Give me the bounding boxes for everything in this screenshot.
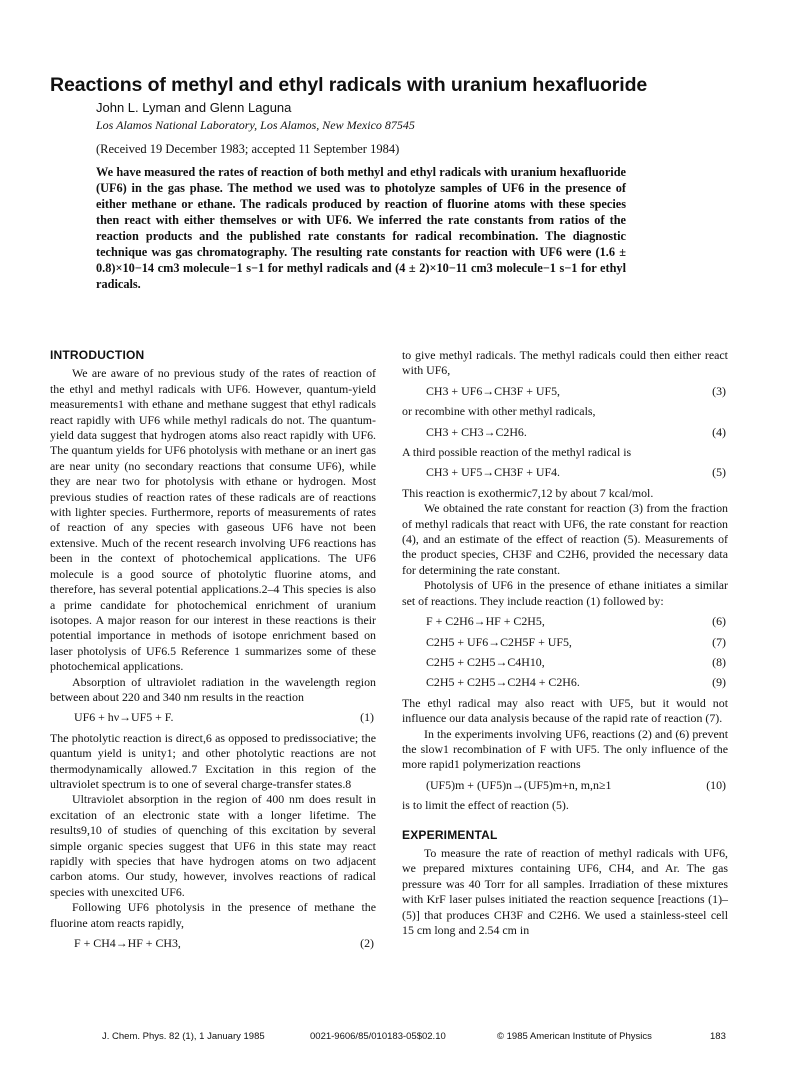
paragraph: In the experiments involving UF6, reactions (2) and (6) prevent the slow1 recombination of F with UF5. The only influence of the more rapid1 polymerization reactions	[402, 726, 728, 772]
paragraph: to give methyl radicals. The methyl radicals could then either react with UF6,	[402, 348, 728, 378]
section-heading-experimental: EXPERIMENTAL	[402, 827, 498, 842]
paragraph: Ultraviolet absorption in the region of 400 nm does result in excitation of an electronic state with a longer lifetime. The results9,10 of studies of quenching of this excitation by several simple organic species suggest that UF6 in this state may react rapidly with species that have hydrogen atoms on two adjacent carbon atoms. Our study, however, involves reactions of radical species with unexcited UF6.	[50, 792, 376, 899]
received-dates: (Received 19 December 1983; accepted 11 September 1984)	[96, 142, 400, 156]
paragraph: Photolysis of UF6 in the presence of ethane initiates a similar set of reactions. They include reaction (1) followed by:	[402, 578, 728, 608]
paper-title: Reactions of methyl and ethyl radicals with uranium hexafluoride	[50, 74, 648, 96]
journal-citation: J. Chem. Phys. 82 (1), 1 January 1985	[102, 1031, 265, 1042]
equation-number: (6)	[712, 614, 726, 629]
left-column	[50, 348, 376, 956]
equation-8	[402, 655, 728, 670]
equation-expression: C2H5 + UF6→C2H5F + UF5,	[426, 634, 572, 649]
equation-number: (5)	[712, 465, 726, 480]
page-number: 183	[710, 1031, 726, 1042]
equation-1	[50, 710, 376, 725]
right-column	[402, 348, 728, 938]
copyright: © 1985 American Institute of Physics	[497, 1031, 652, 1042]
paragraph: We obtained the rate constant for reaction (3) from the fraction of methyl radicals that react with UF6, the rate constant for reaction (4), and an estimate of the effect of reaction (5). Measurements of the product species, CH3F and C2H6, provided the necessary data for determining the rate constant.	[402, 501, 728, 577]
paragraph: The photolytic reaction is direct,6 as opposed to predissociative; the quantum yield is unity1; and other photolytic reactions are not thermodynamically allowed.7 Excitation in this region of the ultraviolet spectrum is to one of several charge-transfer states.8	[50, 730, 376, 791]
paragraph: To measure the rate of reaction of methyl radicals with UF6, we prepared mixtures containing UF6, CH4, and Ar. The gas pressure was 40 Torr for all samples. Irradiation of these mixtures with KrF laser pulses initiated the reaction sequence [reactions (1)–(5)] that produces CH3F and C2H6. We used a stainless-steel cell 15 cm long and 2.54 cm in	[402, 845, 728, 937]
equation-4	[402, 425, 728, 440]
paragraph: The ethyl radical may also react with UF5, but it would not influence our data analysis because of the rapid rate of reaction (7).	[402, 695, 728, 726]
section-heading-introduction: INTRODUCTION	[50, 348, 145, 362]
equation-number: (3)	[712, 383, 726, 398]
equation-number: (4)	[712, 424, 726, 439]
equation-expression: CH3 + UF5→CH3F + UF4.	[426, 465, 560, 480]
paragraph: Absorption of ultraviolet radiation in the wavelength region between about 220 and 340 nm results in the reaction	[50, 674, 376, 704]
equation-number: (9)	[712, 675, 726, 690]
article-code: 0021-9606/85/010183-05$02.10	[310, 1031, 446, 1042]
equation-number: (7)	[712, 634, 726, 649]
equation-10	[402, 778, 728, 793]
equation-6	[402, 614, 728, 629]
equation-expression: C2H5 + C2H5→C4H10,	[426, 654, 545, 669]
equation-expression: CH3 + UF6→CH3F + UF5,	[426, 383, 560, 398]
equation-expression: CH3 + CH3→C2H6.	[426, 424, 527, 439]
paragraph: Following UF6 photolysis in the presence of methane the fluorine atom reacts rapidly,	[50, 900, 376, 930]
equation-number: (2)	[360, 936, 374, 951]
equation-expression: F + C2H6→HF + C2H5,	[426, 614, 545, 629]
equation-number: (1)	[360, 710, 374, 725]
paragraph: This reaction is exothermic7,12 by about 7 kcal/mol.	[402, 485, 654, 500]
equation-expression: C2H5 + C2H5→C2H4 + C2H6.	[426, 675, 580, 690]
equation-expression: F + CH4→HF + CH3,	[74, 936, 181, 951]
equation-expression: (UF5)m + (UF5)n→(UF5)m+n, m,n≥1	[426, 777, 612, 792]
abstract: We have measured the rates of reaction of both methyl and ethyl radicals with uranium hexafluoride (UF6) in the gas phase. The method we used was to photolyze samples of UF6 in the presence of either methane or ethane. The radicals produced by reaction of fluorine atoms with these species then react with either themselves or with UF6. We inferred the rate constants from ratios of the reaction products and the published rate constants for radical recombination. The diagnostic technique was gas chromatography. The resulting rate constants for reaction with UF6 were (1.6 ± 0.8)×10−14 cm3 molecule−1 s−1 for methyl radicals and (4 ± 2)×10−11 cm3 molecule−1 s−1 for ethyl radicals.	[96, 165, 626, 291]
authors: John L. Lyman and Glenn Laguna	[96, 100, 292, 115]
equation-2	[50, 936, 376, 951]
paragraph: is to limit the effect of reaction (5).	[402, 798, 569, 813]
equation-7	[402, 635, 728, 650]
paragraph: or recombine with other methyl radicals,	[402, 404, 596, 419]
equation-9	[402, 675, 728, 690]
equation-number: (10)	[706, 777, 726, 792]
affiliation: Los Alamos National Laboratory, Los Alamos, New Mexico 87545	[96, 118, 415, 132]
paragraph: A third possible reaction of the methyl radical is	[402, 445, 632, 460]
equation-number: (8)	[712, 654, 726, 669]
equation-3	[402, 384, 728, 399]
equation-expression: UF6 + hν→UF5 + F.	[74, 710, 174, 725]
equation-5	[402, 465, 728, 480]
paragraph: We are aware of no previous study of the rates of reaction of the ethyl and methyl radicals with UF6. However, quantum-yield measurements1 with ethane and methane suggest that ethyl radicals react rapidly with UF6 while methyl radicals do not. The quantum-yield data suggest that hydrogen atoms also react rapidly with UF6. The quantum yields for UF6 photolysis with methane or an inert gas are near unity (no secondary reactions that consume UF6), while they are near two for photolysis with ethane or hydrogen. Most previous studies of reaction rates of these radicals are of reactions with lighter species. Furthermore, reports of measurements of rates of reaction of any species with gaseous UF6 have not been extensive. Much of the recent research involving UF6 reactions has been in the context of photochemical applications. The UF6 molecule is a good source of photolytic fluorine atoms, and therefore, has several potential applications.2–4 This species is also a prime candidate for photochemical enrichment of uranium isotopes. A major reason for our interest in these reactions is their potential importance in methods of isotope enrichment based on laser photolysis of UF6.5 Reference 1 summarizes some of these photochemical applications.	[50, 366, 376, 674]
